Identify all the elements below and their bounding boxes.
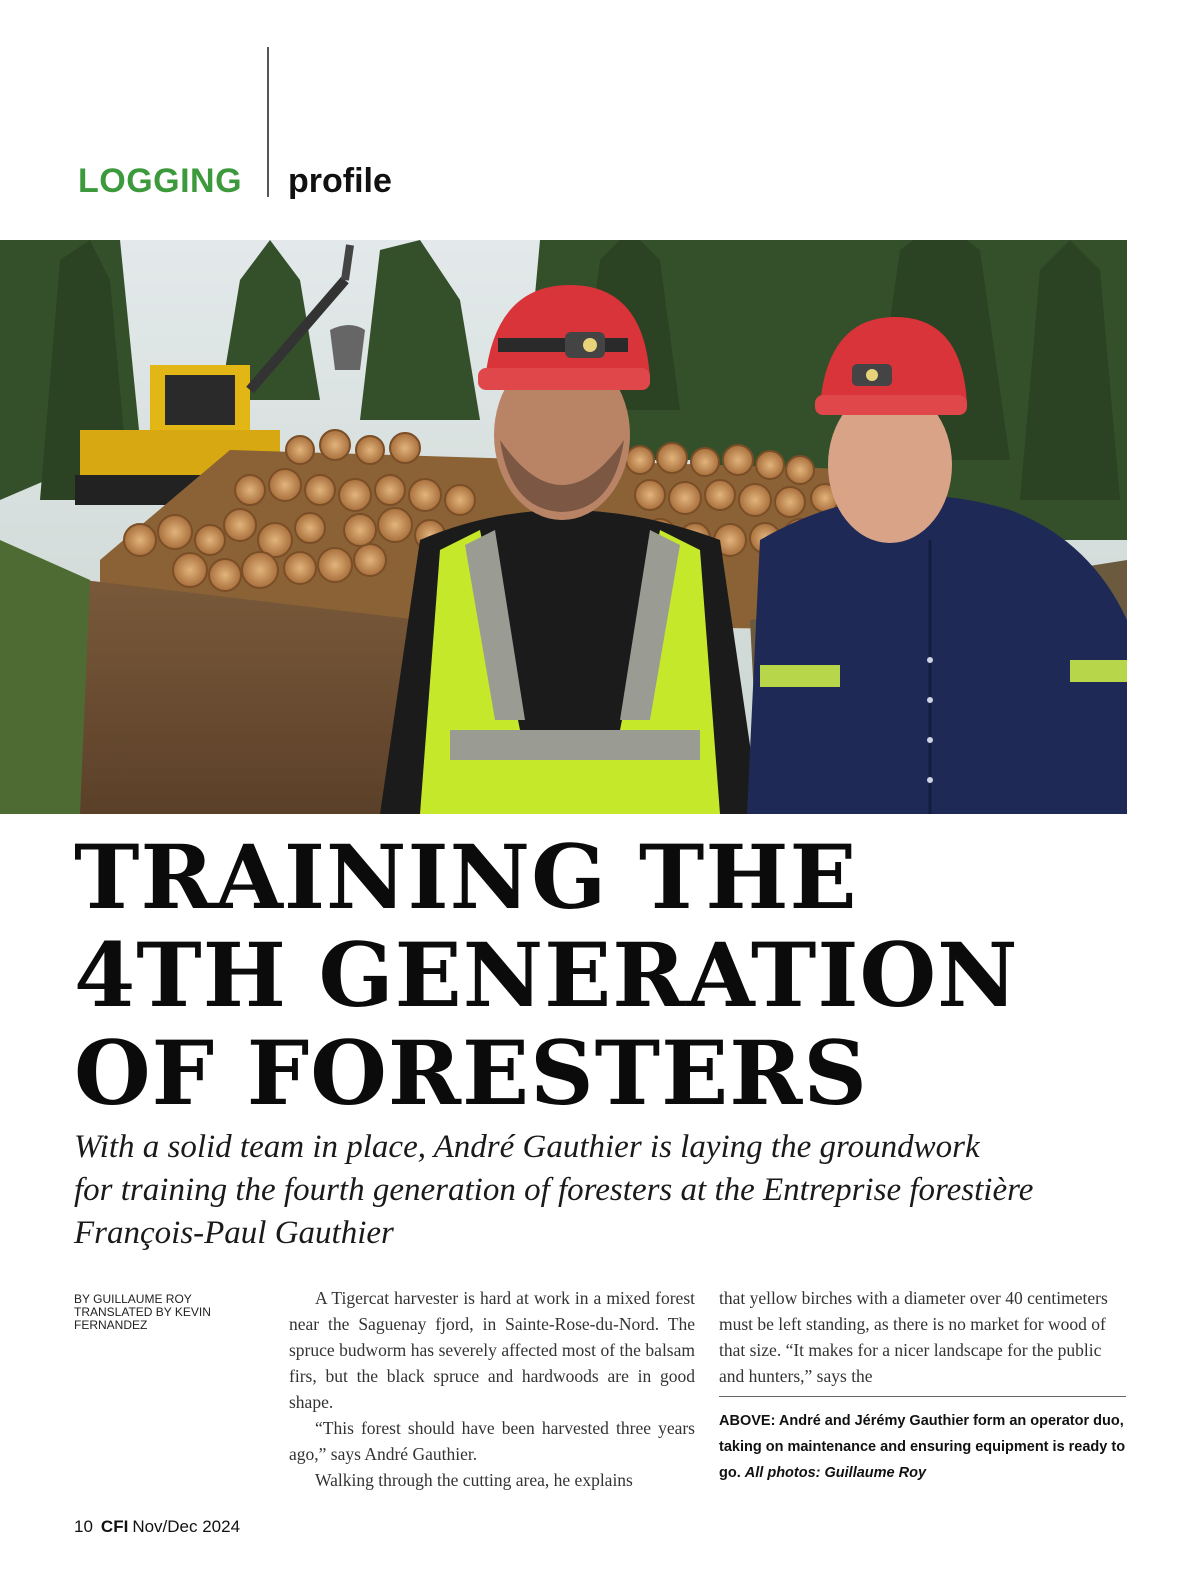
deck-line: François-Paul Gauthier xyxy=(74,1215,394,1251)
headline-line: TRAINING THE xyxy=(74,825,858,929)
issue-date: Nov/Dec 2024 xyxy=(132,1517,241,1536)
headline-line: OF FORESTERS xyxy=(74,1021,868,1125)
deck-line: With a solid team in place, André Gauthier is laying the groundwork xyxy=(74,1129,980,1165)
publication-name: CFI xyxy=(100,1517,129,1536)
body-paragraph: Walking through the cutting area, he explains xyxy=(315,1470,633,1490)
byline-author: BY GUILLAUME ROY xyxy=(74,1292,192,1306)
body-paragraph: that yellow birches with a diameter over 40 centimeters must be left standing, as there is no market for wood of that size. “It makes for a nicer landscape for the public and hunters,” says the xyxy=(719,1288,1108,1386)
photo-caption xyxy=(719,1408,1129,1486)
body-paragraph: “This forest should have been harvested three years ago,” says André Gauthier. xyxy=(289,1418,695,1464)
section-label: LOGGING xyxy=(78,162,243,200)
hero-photo-illustration xyxy=(0,240,1127,814)
section-sublabel: profile xyxy=(288,162,392,200)
caption-text: ABOVE: André and Jérémy Gauthier form an operator duo, taking on maintenance and ensuring equipment is ready to go. xyxy=(719,1413,1126,1481)
byline xyxy=(74,1293,264,1332)
photo-credit: All photos: Guillaume Roy xyxy=(744,1465,927,1481)
hero-photo xyxy=(0,240,1127,814)
article-deck xyxy=(74,1126,1134,1255)
caption-divider xyxy=(719,1396,1126,1397)
article-headline xyxy=(74,825,1134,1125)
byline-translator: TRANSLATED BY KEVIN FERNANDEZ xyxy=(74,1305,211,1332)
page-folio xyxy=(74,1517,240,1537)
deck-line: for training the fourth generation of foresters at the Entreprise forestière xyxy=(74,1172,1034,1208)
page-number: 10 xyxy=(74,1517,93,1536)
body-column-1 xyxy=(289,1285,695,1493)
header-divider xyxy=(267,47,269,197)
body-column-2 xyxy=(719,1285,1123,1389)
headline-line: 4TH GENERATION xyxy=(74,923,1019,1027)
body-paragraph: A Tigercat harvester is hard at work in a mixed forest near the Saguenay fjord, in Sainte-Rose-du-Nord. The spruce budworm has severely affected most of the balsam firs, but the black spruce and hardwoods are in good shape. xyxy=(289,1288,695,1412)
